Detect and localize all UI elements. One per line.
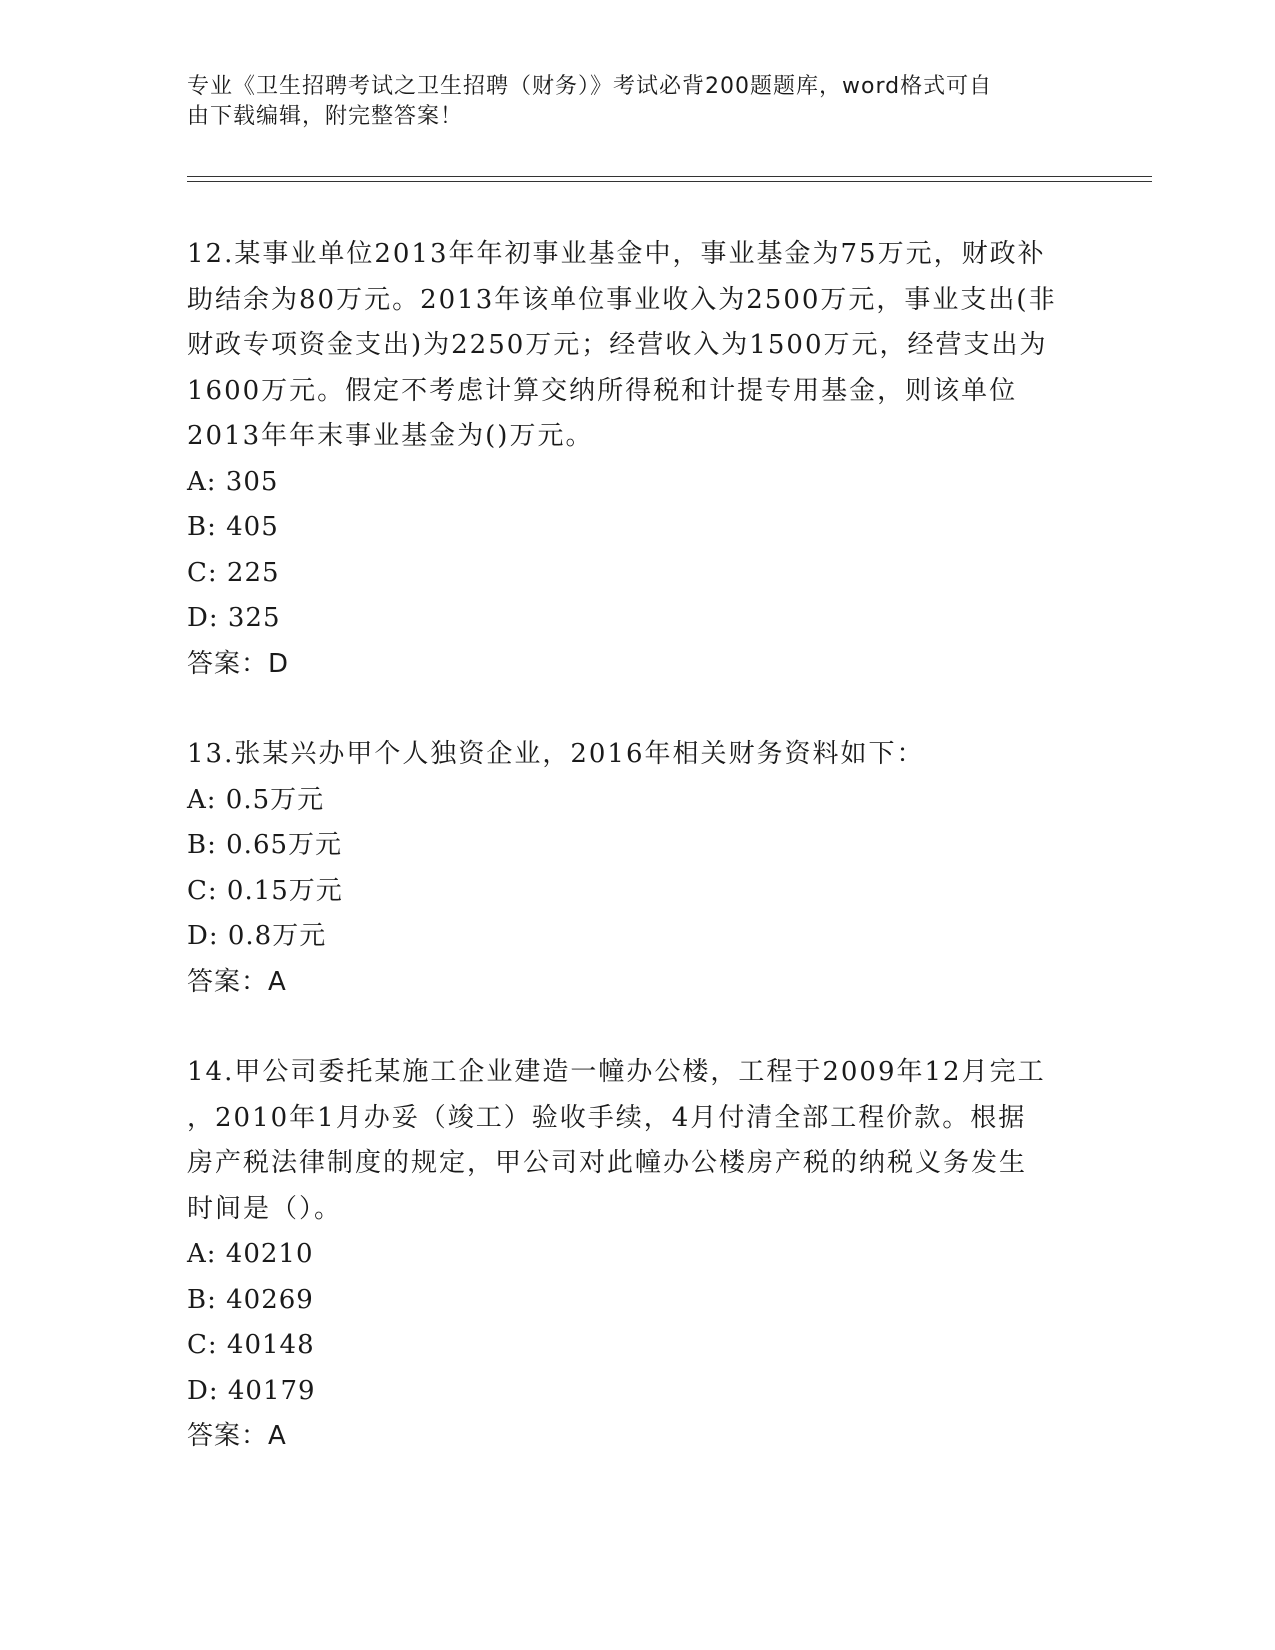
header-divider-bottom	[187, 181, 1152, 182]
question-text-line: 14.甲公司委托某施工企业建造一幢办公楼，工程于2009年12月完工	[187, 1057, 1046, 1087]
header-title-line-1: 专业《卫生招聘考试之卫生招聘（财务）》考试必背200题题库，word格式可自	[187, 74, 993, 99]
question-list	[187, 232, 1087, 1505]
question-text-line: ，2010年1月办妥（竣工）验收手续，4月付清全部工程价款。根据	[187, 1102, 1027, 1133]
option-a: A: 40210	[187, 1239, 314, 1269]
document-header	[187, 72, 1067, 132]
answer-line: 答案：A	[187, 1421, 287, 1451]
option-a: A: 305	[187, 466, 279, 497]
answer-line: 答案：A	[187, 966, 287, 997]
question-13	[187, 732, 1087, 1005]
header-divider-top	[187, 176, 1152, 177]
question-14	[187, 1050, 1087, 1460]
option-b: B: 0.65万元	[187, 830, 343, 860]
option-b: B: 40269	[187, 1284, 314, 1315]
option-d: D: 325	[187, 603, 281, 633]
header-title-line-2: 由下载编辑，附完整答案！	[187, 104, 464, 129]
option-d: D: 0.8万元	[187, 921, 327, 951]
question-text-line: 房产税法律制度的规定，甲公司对此幢办公楼房产税的纳税义务发生	[187, 1148, 1028, 1178]
option-b: B: 405	[187, 512, 279, 542]
question-text-line: 财政专项资金支出)为2250万元；经营收入为1500万元，经营支出为	[187, 330, 1048, 360]
question-text-line: 助结余为80万元。2013年该单位事业收入为2500万元，事业支出(非	[187, 284, 1057, 315]
question-text-line: 2013年年末事业基金为()万元。	[187, 421, 594, 451]
question-text-line: 时间是（）。	[187, 1193, 343, 1224]
answer-line: 答案：D	[187, 648, 290, 679]
option-c: C: 40148	[187, 1330, 315, 1360]
question-text-line: 1600万元。假定不考虑计算交纳所得税和计提专用基金，则该单位	[187, 375, 1018, 406]
question-text-line: 13.张某兴办甲个人独资企业，2016年相关财务资料如下：	[187, 739, 925, 769]
option-a: A: 0.5万元	[187, 784, 325, 815]
option-d: D: 40179	[187, 1375, 316, 1406]
question-text-line: 12.某事业单位2013年年初事业基金中，事业基金为75万元，财政补	[187, 239, 1046, 269]
question-12	[187, 232, 1087, 687]
option-c: C: 225	[187, 557, 280, 588]
option-c: C: 0.15万元	[187, 875, 343, 906]
